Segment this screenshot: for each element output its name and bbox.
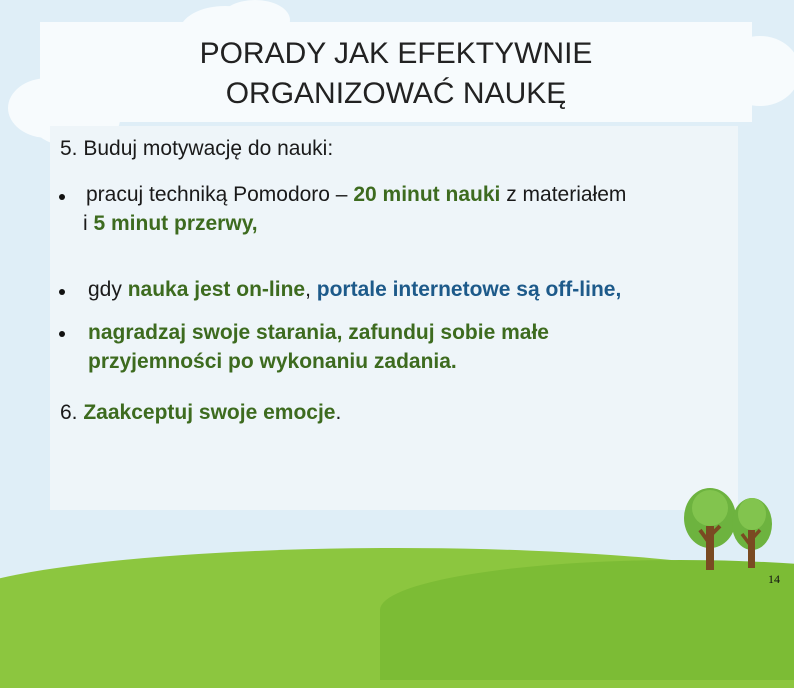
list-item-text: pracuj techniką Pomodoro – — [86, 183, 354, 206]
highlight-text: portale internetowe są off-line, — [316, 278, 622, 301]
section-heading — [60, 398, 341, 427]
list-item-text: przyjemności po wykonaniu zadania. — [88, 350, 457, 373]
highlight-text: Zaakceptuj swoje emocje — [83, 401, 336, 424]
tree-icon — [684, 488, 736, 570]
list-item-text: gdy — [88, 278, 128, 301]
highlight-text: nauka jest on-line — [127, 278, 306, 301]
list-item — [88, 275, 621, 304]
bullet-icon — [59, 194, 65, 200]
title-line: PORADY JAK EFEKTYWNIE — [199, 37, 593, 70]
page-number: 14 — [768, 572, 780, 586]
bullet-icon — [59, 289, 65, 295]
highlight-text: 5 minut przerwy, — [93, 212, 258, 235]
list-item — [86, 180, 626, 209]
title-line: ORGANIZOWAĆ NAUKĘ — [225, 77, 567, 110]
slide-title — [40, 34, 752, 114]
section-end: . — [335, 401, 342, 424]
list-item-text: , — [305, 278, 317, 301]
tree-icon — [732, 498, 772, 568]
list-item-text: i — [83, 212, 94, 235]
section-heading: 5. Buduj motywację do nauki: — [60, 137, 334, 160]
section-number: 6. — [60, 401, 84, 424]
highlight-text: 20 minut nauki — [353, 183, 501, 206]
trees-illustration — [680, 486, 780, 576]
list-item-text: z materiałem — [500, 183, 627, 206]
list-item — [88, 318, 549, 376]
bullet-icon — [59, 331, 65, 337]
list-item-text: nagradzaj swoje starania, zafunduj sobie małe — [88, 321, 549, 344]
list-item-continuation — [83, 209, 258, 238]
